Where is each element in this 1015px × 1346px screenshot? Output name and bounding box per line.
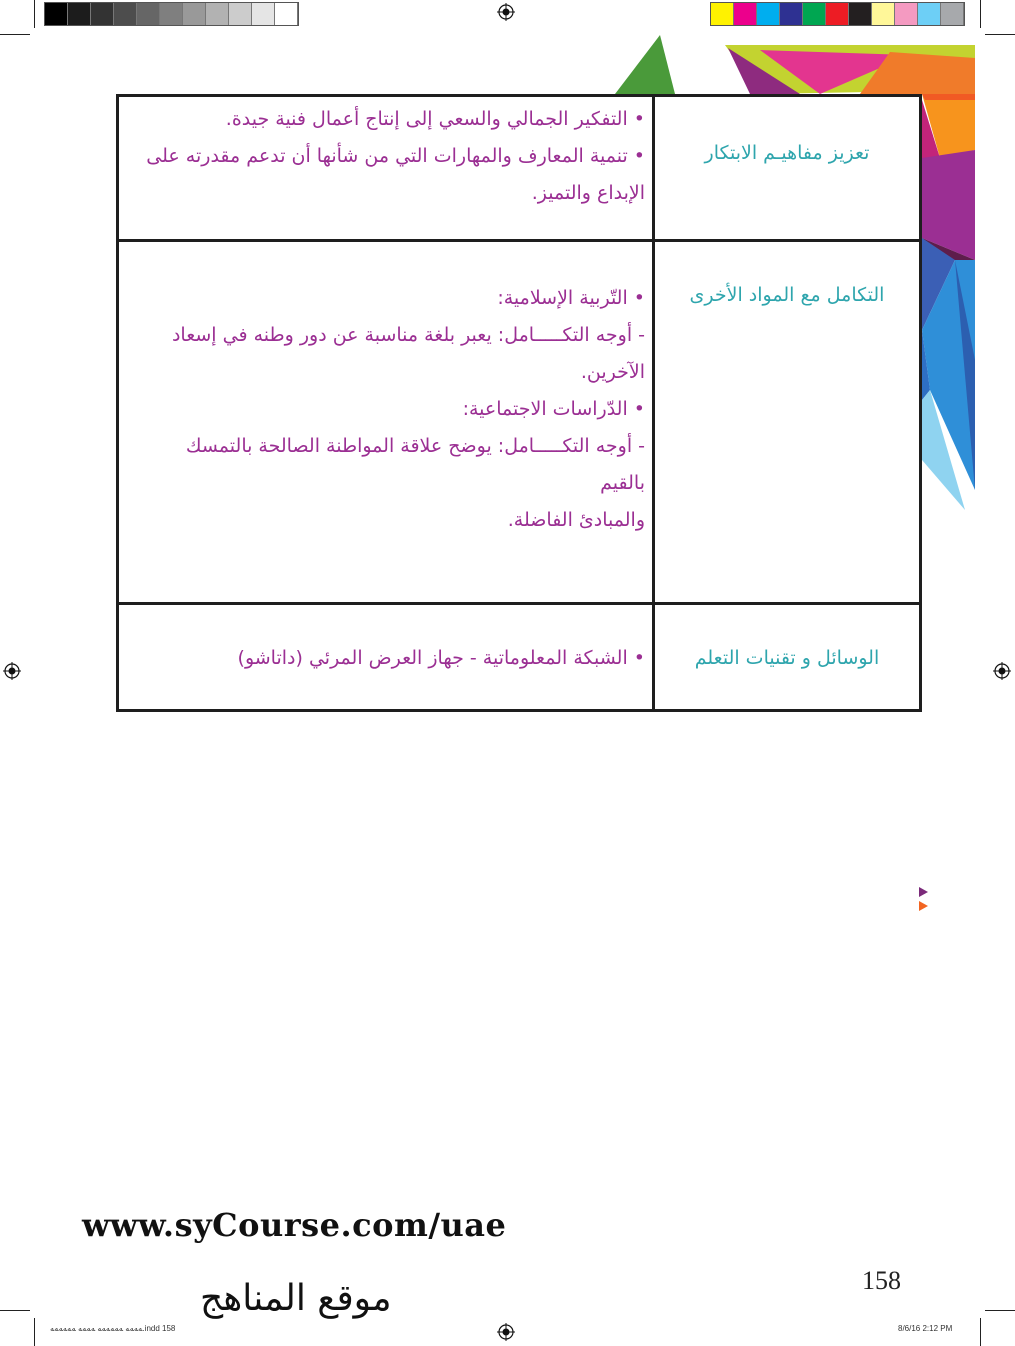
calibration-swatch — [734, 3, 757, 25]
website-url: www.syCourse.com/uae — [82, 1206, 507, 1244]
content-line: والمبادئ الفاضلة. — [507, 509, 645, 531]
content-line: • تنمية المعارف والمهارات التي من شأنها أن تدعم مقدرته على — [146, 145, 645, 167]
row-label: تعزيز مفاهيـم الابتكار — [704, 142, 870, 164]
calibration-swatch — [872, 3, 895, 25]
content-line: - أوجه التكـــــامل: يعبر بلغة مناسبة عن دور وطنه في إسعاد — [171, 324, 645, 346]
calibration-swatch — [895, 3, 918, 25]
calibration-swatch — [252, 3, 275, 25]
content-line: - أوجه التكـــــامل: يوضح علاقة المواطنة الصالحة بالتمسك بالقيم — [185, 435, 645, 494]
grayscale-calibration-bar — [44, 2, 299, 26]
table-row — [119, 242, 919, 605]
calibration-swatch — [137, 3, 160, 25]
registration-mark-icon — [993, 662, 1011, 680]
calibration-swatch — [711, 3, 734, 25]
site-logo-text: موقع المناهج — [200, 1278, 392, 1319]
print-slug-filename: ﻪﻪﻪﻪ ﻪﻪﻪﻪﻪﻪ ﻪﻪﻪﻪ ﻪﻪﻪﻪﻪﻪ.indd 158 — [50, 1324, 176, 1333]
calibration-swatch — [941, 3, 964, 25]
calibration-swatch — [45, 3, 68, 25]
calibration-swatch — [826, 3, 849, 25]
calibration-swatch — [229, 3, 252, 25]
calibration-swatch — [114, 3, 137, 25]
row-label: التكامل مع المواد الأخرى — [689, 284, 885, 306]
calibration-swatch — [183, 3, 206, 25]
content-line: • الدّراسات الاجتماعية: — [462, 398, 645, 420]
crop-mark — [34, 0, 35, 28]
row-label-cell — [655, 97, 919, 239]
calibration-swatch — [757, 3, 780, 25]
table-row — [119, 605, 919, 709]
lesson-plan-table — [116, 94, 922, 712]
color-calibration-bar — [710, 2, 965, 26]
registration-mark-icon — [497, 3, 515, 21]
calibration-swatch — [275, 3, 298, 25]
content-line: الإبداع والتميز. — [531, 182, 645, 204]
calibration-swatch — [803, 3, 826, 25]
calibration-swatch — [206, 3, 229, 25]
calibration-swatch — [918, 3, 941, 25]
row-content-cell — [119, 605, 652, 709]
crop-mark — [0, 1310, 30, 1311]
content-line: • الشبكة المعلوماتية - جهاز العرض المرئي (داتاشو) — [237, 647, 645, 669]
print-slug-date: 8/6/16 2:12 PM — [898, 1324, 953, 1333]
crop-mark — [0, 34, 30, 35]
calibration-swatch — [68, 3, 91, 25]
crop-mark — [980, 0, 981, 28]
content-line: • التفكير الجمالي والسعي إلى إنتاج أعمال فنية جيدة. — [225, 108, 645, 130]
row-content-cell — [119, 242, 652, 602]
registration-mark-icon — [3, 662, 21, 680]
crop-mark — [34, 1318, 35, 1346]
crop-mark — [980, 1318, 981, 1346]
calibration-swatch — [849, 3, 872, 25]
row-label: الوسائل و تقنيات التعلم — [694, 647, 880, 669]
row-label-cell — [655, 242, 919, 602]
content-line: الآخرين. — [580, 361, 645, 383]
calibration-swatch — [780, 3, 803, 25]
calibration-swatch — [91, 3, 114, 25]
chapter-marker-icon — [916, 885, 930, 913]
row-content-cell — [119, 97, 652, 239]
page-number: 158 — [862, 1266, 901, 1295]
content-line: • التّربية الإسلامية: — [497, 287, 645, 309]
row-label-cell — [655, 605, 919, 709]
table-row — [119, 97, 919, 242]
crop-mark — [985, 1310, 1015, 1311]
calibration-swatch — [160, 3, 183, 25]
registration-mark-icon — [497, 1323, 515, 1341]
